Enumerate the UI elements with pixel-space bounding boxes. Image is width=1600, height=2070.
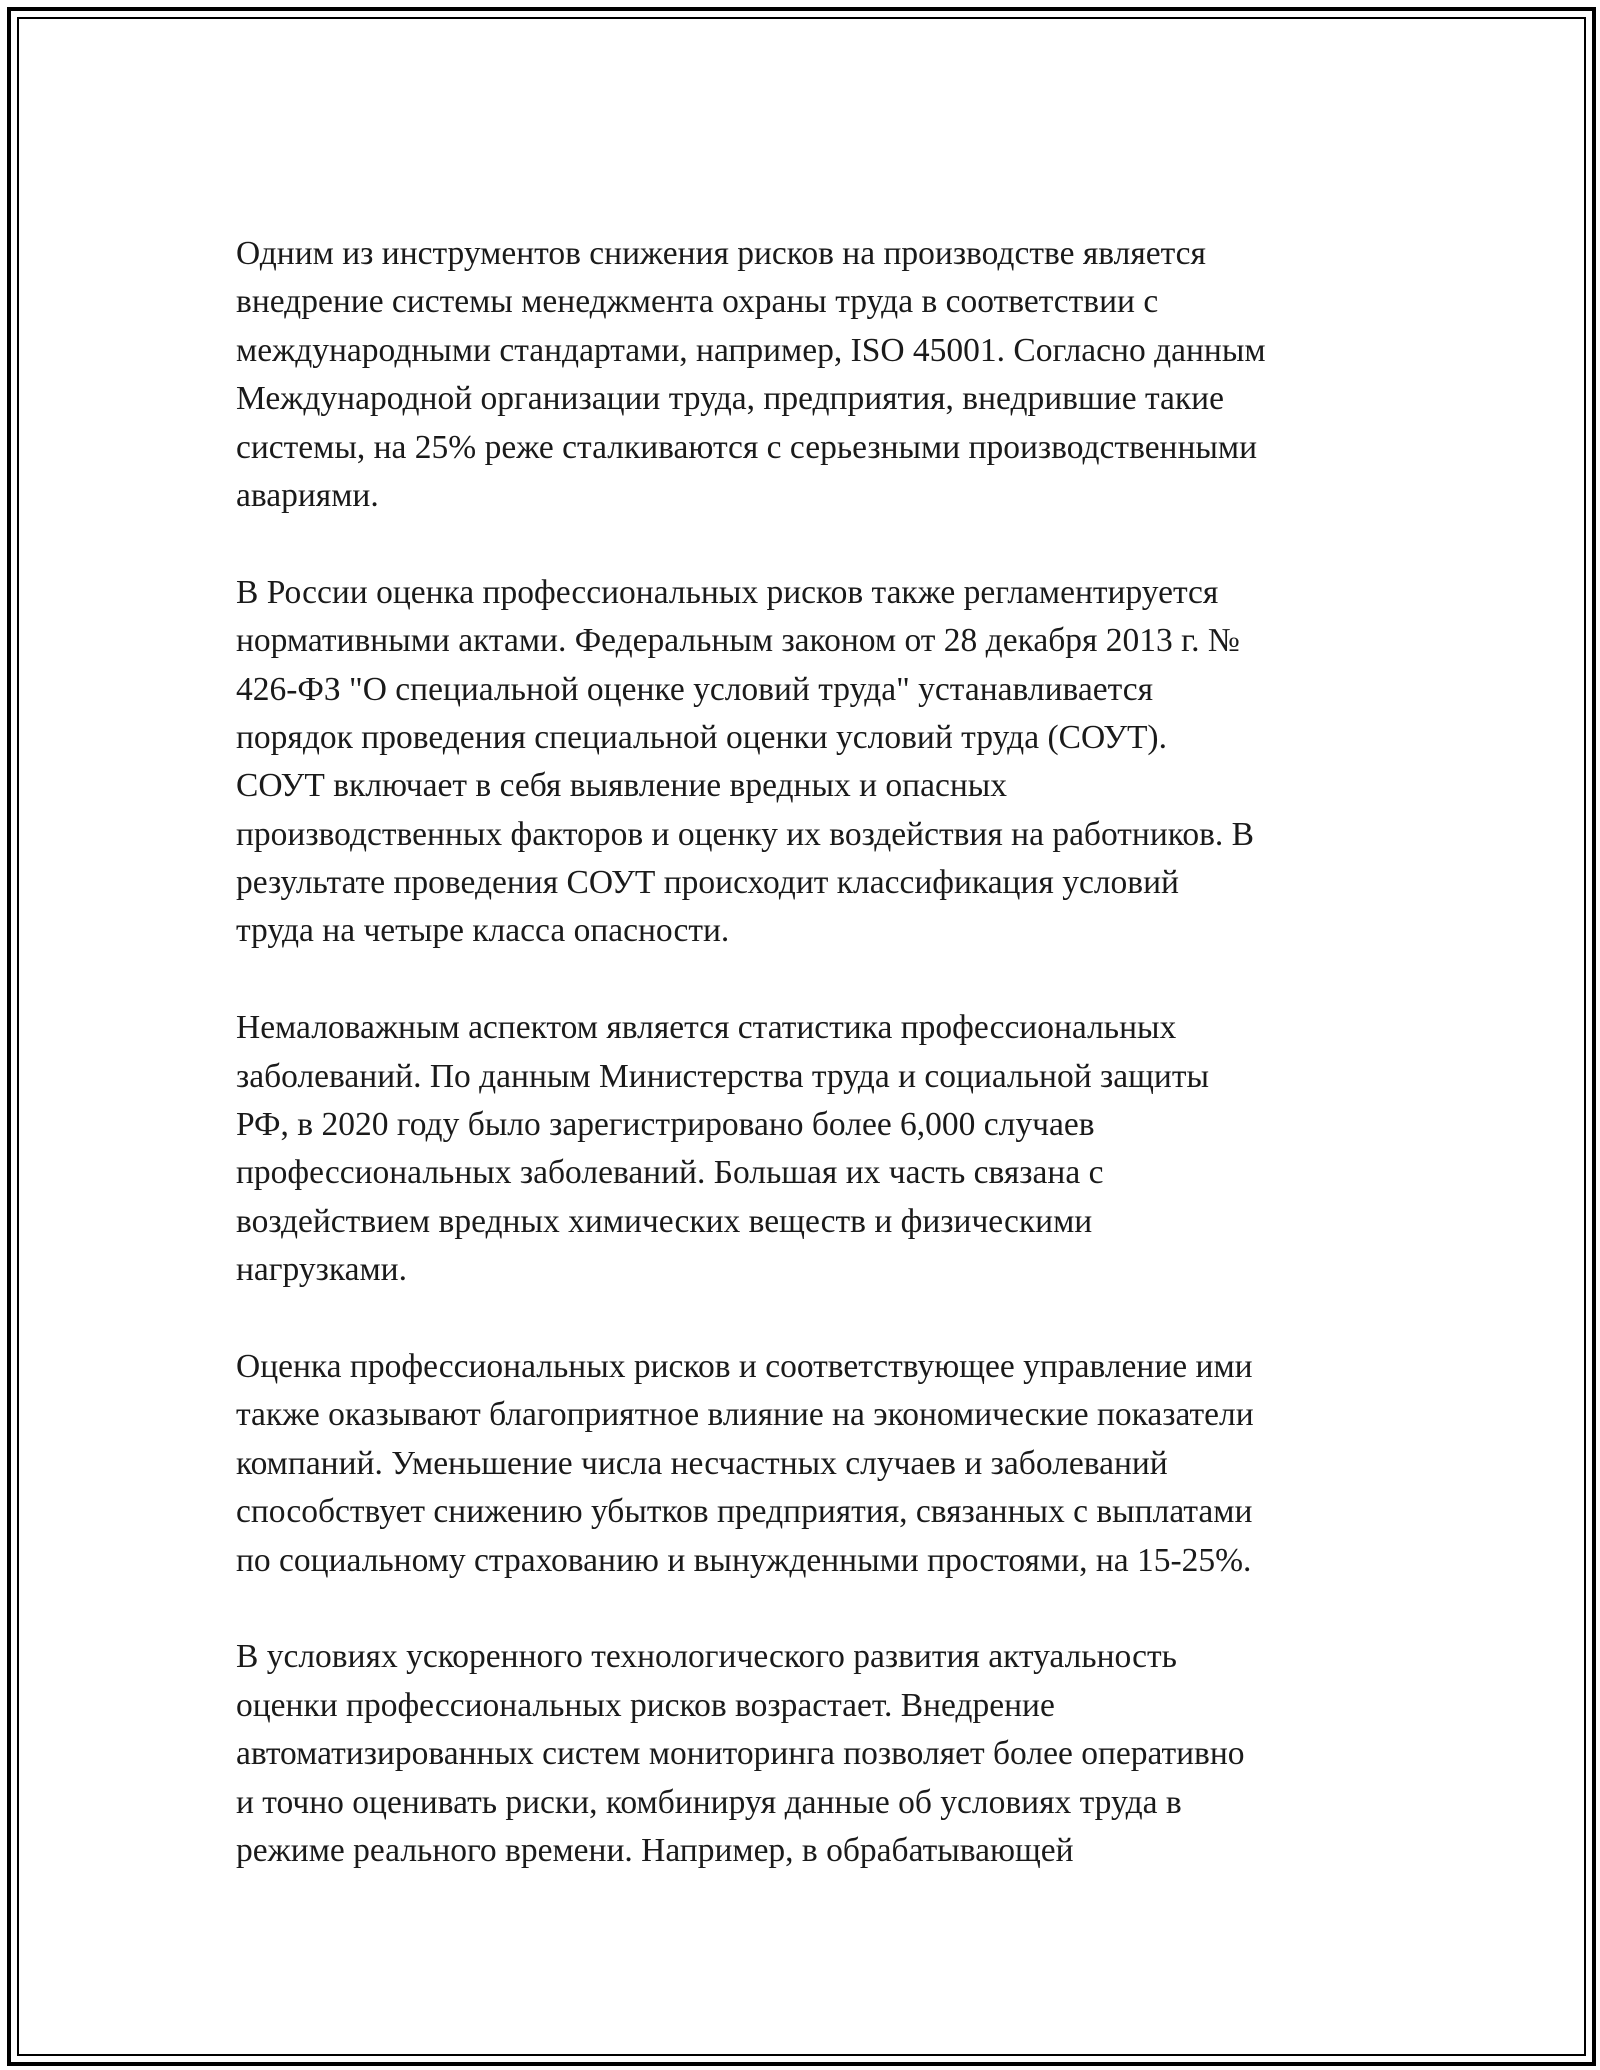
text-line: профессиональных заболеваний. Большая их часть связана с (236, 1154, 1104, 1192)
text-line: компаний. Уменьшение числа несчастных случаев и заболеваний (236, 1444, 1168, 1482)
paragraph-sout-regulation (236, 569, 1416, 956)
text-line: заболеваний. По данным Министерства труда и социальной защиты (236, 1057, 1209, 1095)
text-line: В России оценка профессиональных рисков также регламентируется (236, 573, 1219, 611)
text-line: В условиях ускоренного технологического развития актуальность (236, 1638, 1177, 1676)
text-line: РФ, в 2020 году было зарегистрировано более 6,000 случаев (236, 1106, 1095, 1144)
document-body (236, 230, 1416, 1875)
text-line: 426-ФЗ "О специальной оценке условий труда" устанавливается (236, 670, 1153, 708)
paragraph-disease-statistics (236, 1004, 1416, 1294)
text-line: Одним из инструментов снижения рисков на производстве является (236, 235, 1206, 272)
paragraph-economic-impact (236, 1343, 1416, 1585)
paragraph-automated-monitoring (236, 1633, 1416, 1875)
text-line: Оценка профессиональных рисков и соответствующее управление ими (236, 1347, 1253, 1385)
text-line: международными стандартами, например, ISO 45001. Согласно данным (236, 331, 1266, 369)
text-line: оценки профессиональных рисков возрастает. Внедрение (236, 1686, 1055, 1724)
text-line: СОУТ включает в себя выявление вредных и опасных (236, 767, 1008, 805)
text-line: Международной организации труда, предприятия, внедрившие такие (236, 380, 1224, 418)
paragraph-iso-45001 (236, 230, 1416, 520)
text-line: результате проведения СОУТ происходит классификация условий (236, 864, 1179, 902)
text-line: режиме реального времени. Например, в обрабатывающей (236, 1831, 1074, 1869)
text-line: нагрузками. (236, 1251, 407, 1289)
text-line: производственных факторов и оценку их воздействия на работников. В (236, 815, 1255, 853)
text-line: и точно оценивать риски, комбинируя данные об условиях труда в (236, 1783, 1182, 1821)
text-line: порядок проведения специальной оценки условий труда (СОУТ). (236, 718, 1167, 756)
text-line: воздействием вредных химических веществ и физическими (236, 1202, 1093, 1240)
text-line: системы, на 25% реже сталкиваются с серьезными производственными (236, 428, 1258, 466)
text-line: труда на четыре класса опасности. (236, 912, 730, 950)
text-line: также оказывают благоприятное влияние на экономические показатели (236, 1396, 1254, 1434)
text-line: способствует снижению убытков предприятия, связанных с выплатами (236, 1493, 1253, 1531)
text-line: по социальному страхованию и вынужденными простоями, на 15-25%. (236, 1541, 1252, 1579)
text-line: Немаловажным аспектом является статистика профессиональных (236, 1009, 1177, 1047)
text-line: автоматизированных систем мониторинга позволяет более оперативно (236, 1735, 1245, 1773)
text-line: нормативными актами. Федеральным законом от 28 декабря 2013 г. № (236, 622, 1240, 660)
text-line: авариями. (236, 476, 379, 514)
text-line: внедрение системы менеджмента охраны труда в соответствии с (236, 283, 1159, 321)
